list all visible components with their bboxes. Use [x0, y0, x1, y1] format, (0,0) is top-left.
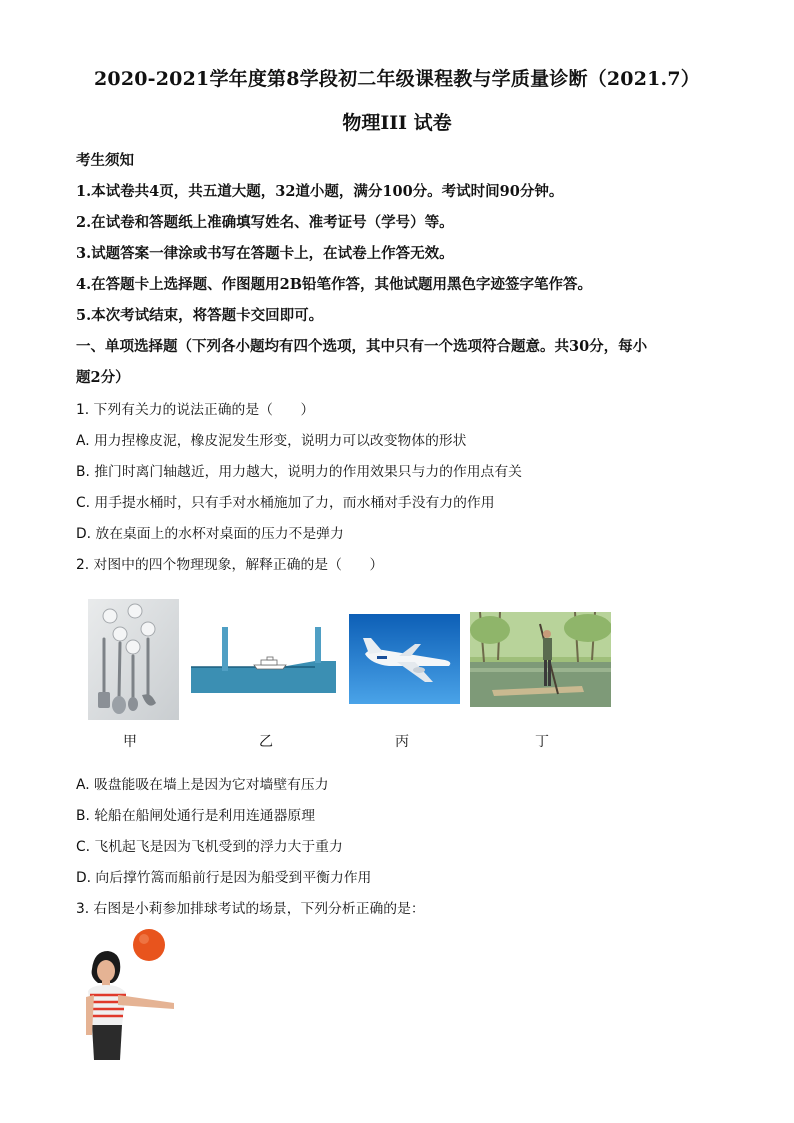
volleyball-girl-image — [82, 925, 182, 1060]
question-1-option-c: C. 用手提水桶时，只有手对水桶施加了力，而水桶对手没有力的作用 — [76, 495, 495, 511]
exam-title: 2020-2021学年度第8学段初二年级课程教与学质量诊断（2021.7） — [94, 68, 700, 90]
question-2-stem: 2. 对图中的四个物理现象，解释正确的是（ ） — [76, 557, 384, 573]
ship-lock-diagram — [191, 627, 336, 693]
section-heading: 一、单项选择题（下列各小题均有四个选项，其中只有一个选项符合题意。共30分，每小 — [76, 338, 648, 355]
section-heading-cont: 题2分） — [76, 369, 130, 386]
bamboo-raft-photo — [470, 612, 611, 707]
question-1-option-b: B. 推门时离门轴越近，用力越大，说明力的作用效果只与力的作用点有关 — [76, 464, 522, 480]
suction-hooks-image — [88, 599, 179, 720]
notice-item: 5.本次考试结束，将答题卡交回即可。 — [76, 307, 324, 324]
figure-label-ding: 丁 — [535, 734, 549, 750]
notice-heading: 考生须知 — [76, 152, 134, 169]
question-2-option-d: D. 向后撑竹篙而船前行是因为船受到平衡力作用 — [76, 870, 372, 886]
notice-item: 3.试题答案一律涂或书写在答题卡上，在试卷上作答无效。 — [76, 245, 454, 262]
question-1-option-d: D. 放在桌面上的水杯对桌面的压力不是弹力 — [76, 526, 344, 542]
question-1-stem: 1. 下列有关力的说法正确的是（ ） — [76, 402, 315, 418]
question-3-stem: 3. 右图是小莉参加排球考试的场景，下列分析正确的是： — [76, 901, 425, 917]
exam-subtitle: 物理III 试卷 — [342, 112, 452, 134]
question-2-option-b: B. 轮船在船闸处通行是利用连通器原理 — [76, 808, 315, 824]
notice-item: 4.在答题卡上选择题、作图题用2B铅笔作答，其他试题用黑色字迹签字笔作答。 — [76, 276, 592, 293]
figure-label-jia: 甲 — [123, 734, 137, 750]
question-2-option-a: A. 吸盘能吸在墙上是因为它对墙壁有压力 — [76, 777, 329, 793]
figure-label-bing: 丙 — [395, 734, 409, 750]
question-1-option-a: A. 用力捏橡皮泥，橡皮泥发生形变，说明力可以改变物体的形状 — [76, 433, 467, 449]
airplane-photo — [349, 614, 460, 704]
notice-item: 2.在试卷和答题纸上准确填写姓名、准考证号（学号）等。 — [76, 214, 454, 231]
question-2-option-c: C. 飞机起飞是因为飞机受到的浮力大于重力 — [76, 839, 343, 855]
notice-item: 1.本试卷共4页，共五道大题，32道小题，满分100分。考试时间90分钟。 — [76, 183, 564, 200]
figure-label-yi: 乙 — [259, 734, 273, 750]
